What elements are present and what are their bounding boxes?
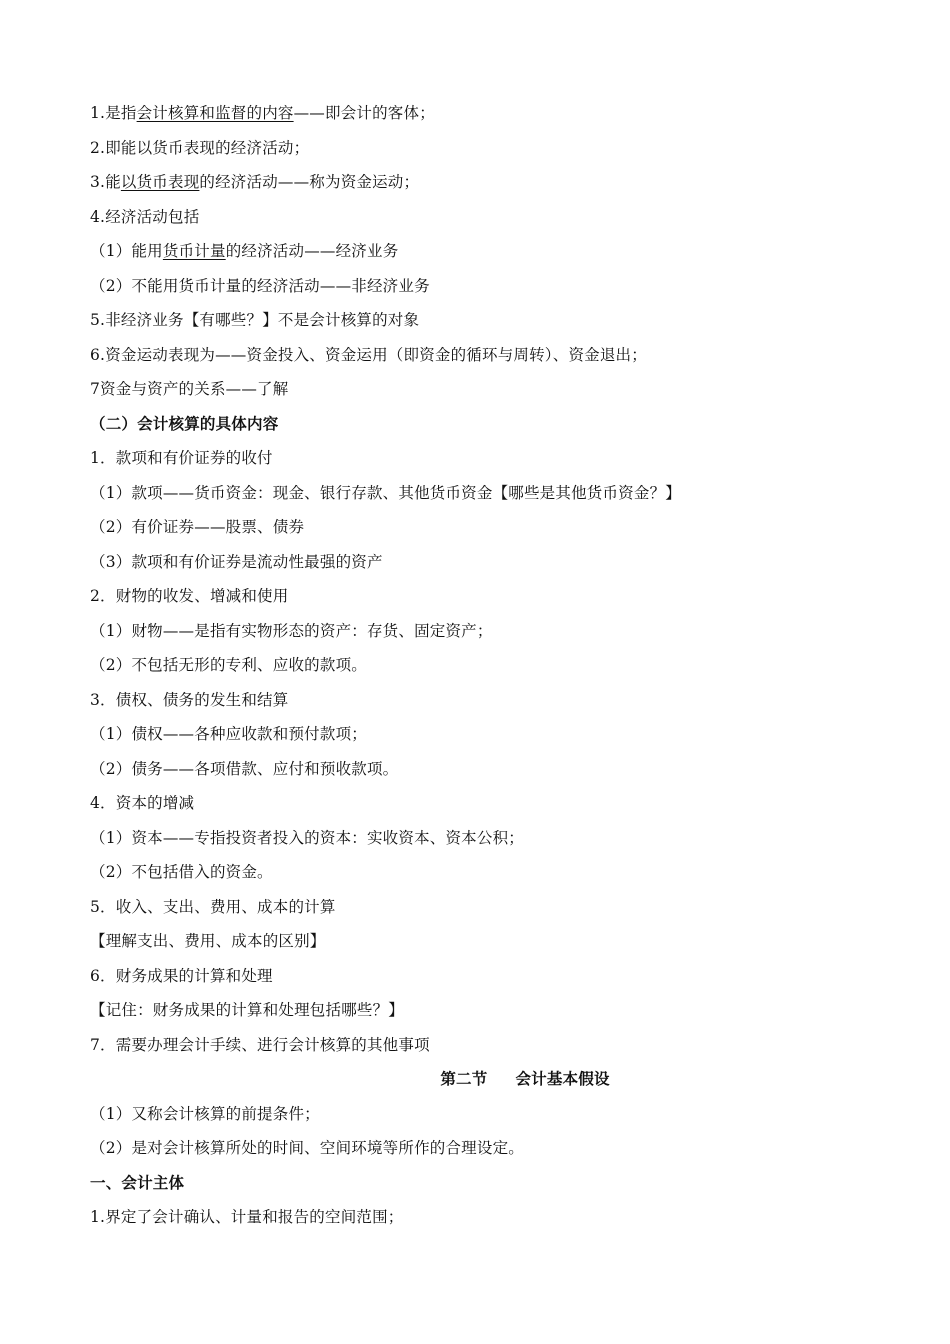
text-line: 5．收入、支出、费用、成本的计算 [90,897,336,916]
text-line: （1）债权——各种应收款和预付款项； [90,725,367,743]
text-line: 1.界定了会计确认、计量和报告的空间范围； [90,1208,404,1226]
text-line: （2）是对会计核算所处的时间、空间环境等所作的合理设定。 [90,1139,524,1157]
text-line: （3）款项和有价证券是流动性最强的资产 [90,552,383,571]
text-line: 5.非经济业务【有哪些？】不是会计核算的对象 [90,311,420,329]
text-line: （1）款项——货币资金：现金、银行存款、其他货币资金【哪些是其他货币资金？】 [90,483,681,502]
text-line: 6．财务成果的计算和处理 [90,966,273,985]
text-line: （2）不包括借入的资金。 [90,863,273,881]
underlined-term: 会计核算和监督的内容 [136,104,294,122]
text-line: （1）能用货币计量的经济活动——经济业务 [90,242,399,260]
text-line: 【理解支出、费用、成本的区别】 [90,932,326,950]
text-line: （2）不包括无形的专利、应收的款项。 [90,656,367,674]
text-line: （2）有价证券——股票、债券 [90,518,305,536]
underlined-term: 以货币表现 [120,173,200,191]
subsection-heading: 一、会计主体 [90,1173,185,1192]
text-line: 7资金与资产的关系——了解 [90,380,289,398]
document-page [90,96,870,1235]
text-line: 3.能以货币表现的经济活动——称为资金运动； [90,173,420,191]
section-title: 第二节 会计基本假设 [440,1070,610,1088]
text-line: 3．债权、债务的发生和结算 [90,690,289,709]
text-line: 6.资金运动表现为——资金投入、资金运用（即资金的循环与周转）、资金退出； [90,345,647,364]
text-line: （1）财物——是指有实物形态的资产：存货、固定资产； [90,621,493,640]
text-line: 1．款项和有价证券的收付 [90,449,273,467]
text-line: 7．需要办理会计手续、进行会计核算的其他事项 [90,1035,430,1054]
text-line: 4．资本的增减 [90,794,195,812]
text-line: 1.是指会计核算和监督的内容——即会计的客体； [90,104,435,122]
subsection-heading: （二）会计核算的具体内容 [90,414,279,433]
text-line: （2）债务——各项借款、应付和预收款项。 [90,759,399,778]
underlined-term: 货币计量 [162,242,226,260]
text-line: 2.即能以货币表现的经济活动； [90,138,310,157]
text-line: 2．财物的收发、增减和使用 [90,587,289,605]
text-line: 【记住：财务成果的计算和处理包括哪些？】 [90,1001,405,1019]
text-line: （1）又称会计核算的前提条件； [90,1104,320,1123]
text-line: （1）资本——专指投资者投入的资本：实收资本、资本公积； [90,828,524,847]
text-line: （2）不能用货币计量的经济活动——非经济业务 [90,276,430,295]
text-line: 4.经济活动包括 [90,207,200,226]
